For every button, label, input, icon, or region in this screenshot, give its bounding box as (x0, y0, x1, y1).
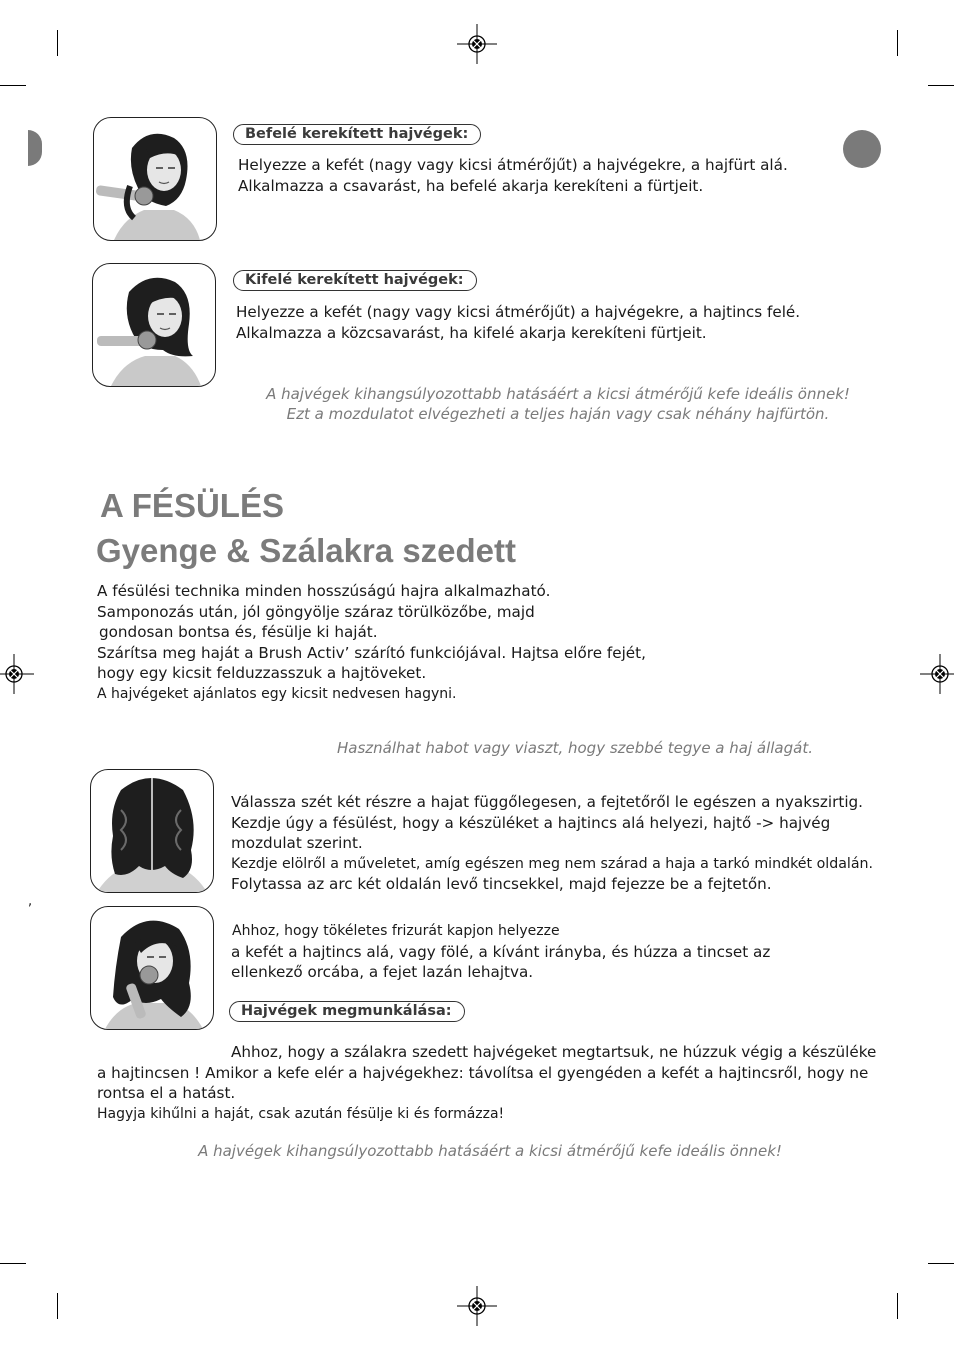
step-style-text (231, 921, 770, 983)
text-line: A hajvégeket ajánlatos egy kicsit nedvesen hagyni. (97, 685, 457, 702)
stray-mark: , (28, 894, 33, 909)
crop-mark-bottom-right-v (897, 1293, 898, 1319)
crop-mark-bottom-left-v (57, 1293, 58, 1319)
text-line: mozdulat szerint. (231, 834, 363, 852)
text-line: Válassza szét két részre a hajat függőlegesen, a fejtetőről le egészen a nyakszirtig. (231, 793, 864, 811)
text-line: Kezdje elölről a műveletet, amíg egészen meg nem szárad a haja a tarkó mindkét oldalán. (231, 855, 874, 872)
tip-note-3: A hajvégek kihangsúlyozottabb hatásáért a kicsi átmérőjű kefe ideális önnek! (198, 1142, 782, 1160)
illustration-outward-curl (92, 263, 216, 387)
step-parting-text (231, 792, 873, 895)
text-line: Helyezze a kefét (nagy vagy kicsi átmérőjűt) a hajvégekre, a hajtincs felé. (236, 303, 801, 321)
registration-mark-right-icon (920, 654, 954, 694)
text-line: Alkalmazza a csavarást, ha befelé akarja kerekíteni a fürtjeit. (238, 176, 704, 195)
crop-mark-top-right-h (928, 85, 954, 86)
registration-mark-bottom-icon (457, 1286, 497, 1326)
tip-line: Ezt a mozdulatot elvégezheti a teljes haján vagy csak néhány hajfürtön. (286, 405, 830, 423)
text-line: Szárítsa meg haját a Brush Activ’ szárító funkciójával. Hajtsa előre fejét, (97, 643, 646, 662)
right-tab-marker (843, 130, 881, 168)
tip-note-1 (248, 384, 868, 424)
text-line: a kefét a hajtincs alá, vagy fölé, a kívánt irányba, és húzza a tincset az (231, 942, 771, 961)
illustration-inward-curl (93, 117, 217, 241)
sub-heading: Gyenge & Szálakra szedett (96, 532, 517, 569)
section-body-ends (97, 1042, 876, 1124)
text-line: Ahhoz, hogy tökéletes frizurát kapjon helyezze (232, 923, 560, 939)
tip-note-2: Használhat habot vagy viaszt, hogy szebbé tegye a haj állagát. (337, 739, 813, 757)
tip-line: A hajvégek kihangsúlyozottabb hatásáért a kicsi átmérőjű kefe ideális önnek! (266, 385, 850, 403)
illustration-parting (90, 769, 214, 893)
text-line: Hagyja kihűlni a haját, csak azután fésülje ki és formázza! (97, 1105, 505, 1122)
text-line: Helyezze a kefét (nagy vagy kicsi átmérőjűt) a hajvégekre, a hajfürt alá. (238, 156, 788, 174)
illustration-styling (90, 906, 214, 1030)
crop-mark-bottom-left-h (0, 1263, 26, 1264)
text-line: rontsa el a hatást. (97, 1084, 236, 1102)
text-line: Folytassa az arc két oldalán levő tincsekkel, majd fejezze be a fejtetőn. (231, 875, 772, 893)
section-title-outward: Kifelé kerekített hajvégek: (233, 270, 477, 291)
text-line: Kezdje úgy a fésülést, hogy a készüléket a hajtincs alá helyezi, hajtő -> hajvég (231, 813, 831, 832)
section-title-inward: Befelé kerekített hajvégek: (233, 124, 481, 145)
text-line: Samponozás után, jól göngyölje száraz törülközőbe, majd (97, 602, 535, 621)
intro-paragraph (97, 581, 646, 704)
main-heading: A FÉSÜLÉS (100, 487, 284, 524)
text-line: gondosan bontsa és, fésülje ki haját. (99, 623, 378, 641)
crop-mark-bottom-right-h (928, 1263, 954, 1264)
section-title-ends: Hajvégek megmunkálása: (229, 1001, 465, 1022)
section-body-outward (236, 302, 800, 343)
section-body-inward (238, 155, 788, 196)
registration-mark-left-icon (0, 654, 34, 694)
text-line: Alkalmazza a közcsavarást, ha kifelé akarja kerekíteni fürtjeit. (236, 323, 707, 342)
text-line: ellenkező orcába, a fejet lazán lehajtva. (231, 963, 534, 981)
crop-mark-top-left-h (0, 85, 26, 86)
text-line: hogy egy kicsit felduzzasszuk a hajtöveket. (97, 664, 427, 682)
crop-mark-top-left-v (57, 30, 58, 56)
registration-mark-top-icon (457, 24, 497, 64)
text-line: A fésülési technika minden hosszúságú hajra alkalmazható. (97, 582, 551, 600)
left-tab-marker (28, 130, 42, 166)
text-line: a hajtincsen ! Amikor a kefe elér a hajvégekhez: távolítsa el gyengéden a kefét a hajtincsről, hogy ne (97, 1063, 869, 1082)
text-line: Ahhoz, hogy a szálakra szedett hajvégeket megtartsuk, ne húzzuk végig a készüléke (231, 1043, 877, 1061)
crop-mark-top-right-v (897, 30, 898, 56)
